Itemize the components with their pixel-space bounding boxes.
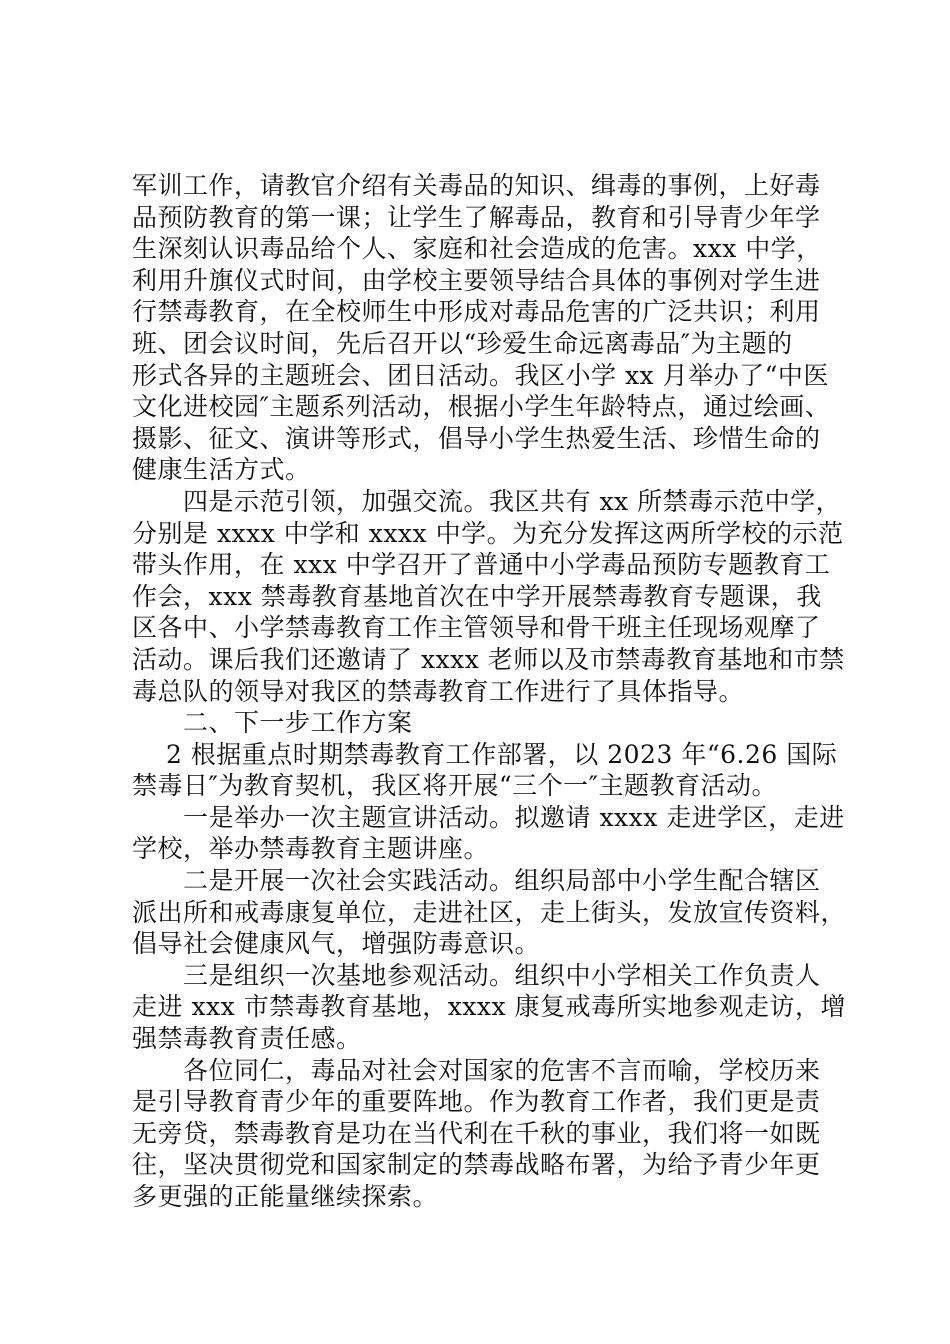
section-heading: 二、下一步工作方案 — [132, 708, 413, 738]
text-line: 区各中、小学禁毒教育工作主管领导和骨干班主任现场观摩了 — [132, 613, 821, 643]
text-line: 二是开展一次社会实践活动。组织局部中小学生配合辖区 — [132, 866, 821, 896]
text-line: 带头作用，在 xxx 中学召开了普通中小学毒品预防专题教育工 — [132, 550, 831, 580]
text-line: 三是组织一次基地参观活动。组织中小学相关工作负责人 — [132, 960, 821, 990]
text-line: 分别是 xxxx 中学和 xxxx 中学。为充分发挥这两所学校的示范 — [132, 518, 844, 548]
text-line: 是引导教育青少年的重要阵地。作为教育工作者，我们更是责 — [132, 1087, 821, 1117]
text-line: 作会，xxx 禁毒教育基地首次在中学开展禁毒教育专题课，我 — [132, 581, 822, 611]
text-line: 健康生活方式。 — [132, 455, 311, 485]
text-line: 行禁毒教育，在全校师生中形成对毒品危害的广泛共识；利用 — [132, 297, 821, 327]
text-line: 活动。课后我们还邀请了 xxxx 老师以及市禁毒教育基地和市禁 — [132, 644, 845, 674]
text-line: 一是举办一次主题宣讲活动。拟邀请 xxxx 走进学区，走进 — [132, 802, 845, 832]
text-line: 毒总队的领导对我区的禁毒教育工作进行了具体指导。 — [132, 676, 745, 706]
text-line: 摄影、征文、演讲等形式，倡导小学生热爱生活、珍惜生命的 — [132, 423, 821, 453]
text-line: 四是示范引领，加强交流。我区共有 xx 所禁毒示范中学， — [132, 486, 842, 516]
text-line: 往，坚决贯彻党和国家制定的禁毒战略布署，为给予青少年更 — [132, 1150, 821, 1180]
text-line: 禁毒日″为教育契机，我区将开展“三个一″主题教育活动。 — [132, 771, 777, 801]
text-line: 文化进校园″主题系列活动，根据小学生年龄特点，通过绘画、 — [132, 392, 831, 422]
text-line: 强禁毒教育责任感。 — [132, 1024, 362, 1054]
text-line: 走进 xxx 市禁毒教育基地，xxxx 康复戒毒所实地参观走访，增 — [132, 992, 847, 1022]
text-line: 军训工作，请教官介绍有关毒品的知识、缉毒的事例，上好毒 — [132, 171, 821, 200]
text-line: 倡导社会健康风气，增强防毒意识。 — [132, 929, 541, 959]
text-line: 形式各异的主题班会、团日活动。我区小学 xx 月举办了“中医 — [132, 360, 829, 390]
text-line: 学校，举办禁毒教育主题讲座。 — [132, 834, 490, 864]
text-line: 利用升旗仪式时间，由学校主要领导结合具体的事例对学生进 — [132, 265, 821, 295]
text-line: 班、团会议时间，先后召开以“珍爱生命远离毒品″为主题的 — [132, 328, 793, 358]
document-body — [132, 170, 847, 1213]
text-line: 多更强的正能量继续探索。 — [132, 1182, 439, 1211]
text-line: 各位同仁，毒品对社会对国家的危害不言而喻，学校历来 — [132, 1055, 821, 1085]
text-line: 2 根据重点时期禁毒教育工作部署，以 2023 年“6.26 国际 — [132, 739, 838, 769]
text-line: 品预防教育的第一课；让学生了解毒品，教育和引导青少年学 — [132, 202, 821, 232]
text-line: 生深刻认识毒品给个人、家庭和社会造成的危害。xxx 中学， — [132, 234, 822, 264]
text-line: 无旁贷，禁毒教育是功在当代利在千秋的事业，我们将一如既 — [132, 1118, 821, 1148]
text-line: 派出所和戒毒康复单位，走进社区，走上街头，发放宣传资料， — [132, 897, 847, 927]
